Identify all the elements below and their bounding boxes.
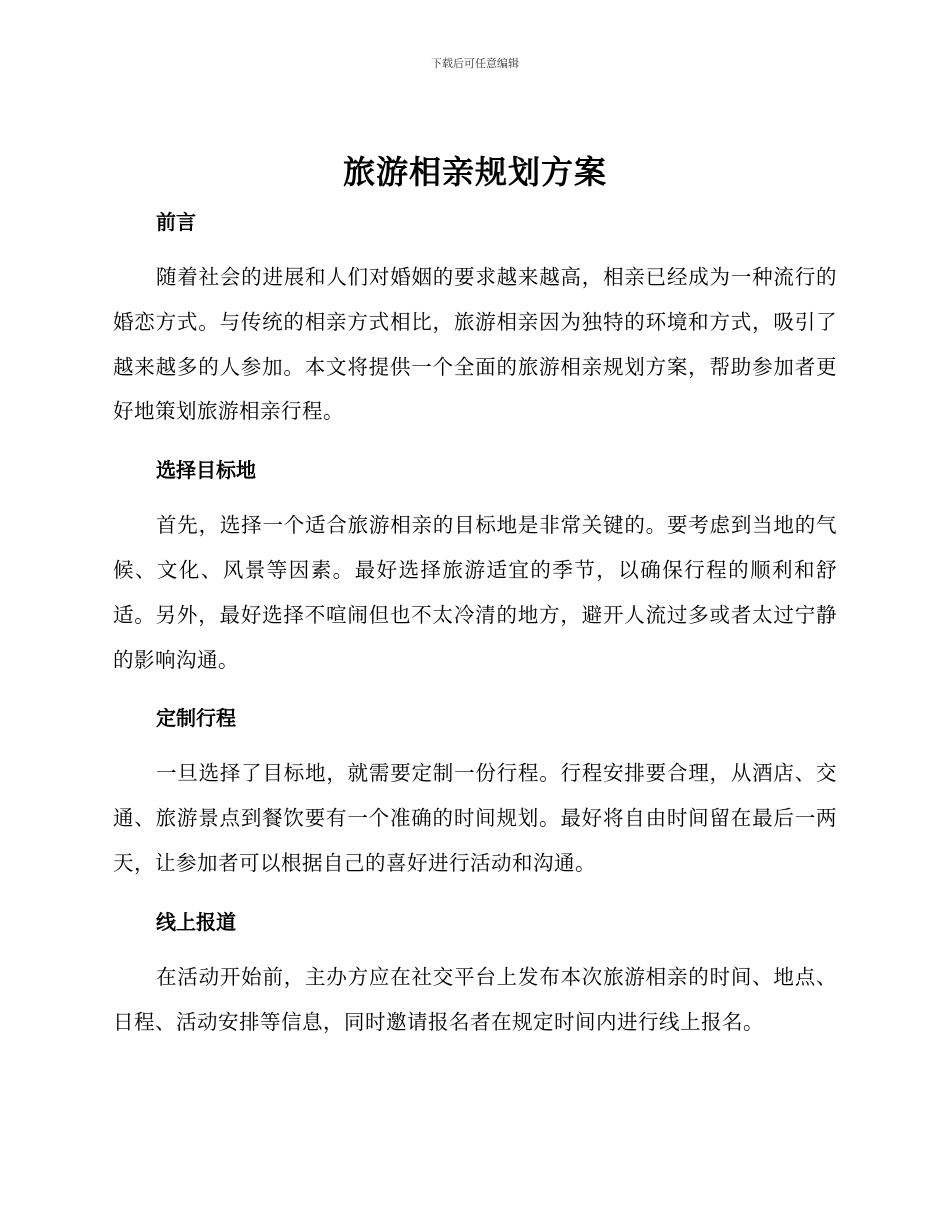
- section-paragraph: 首先，选择一个适合旅游相亲的目标地是非常关键的。要考虑到当地的气候、文化、风景等因素。最好选择旅游适宜的季节，以确保行程的顺利和舒适。另外，最好选择不喧闹但也不太冷清的地方，避开人流过多或者太过宁静的影响沟通。: [113, 513, 837, 672]
- section-paragraph: 随着社会的进展和人们对婚姻的要求越来越高，相亲已经成为一种流行的婚恋方式。与传统的相亲方式相比，旅游相亲因为独特的环境和方式，吸引了越来越多的人参加。本文将提供一个全面的旅游相亲规划方案，帮助参加者更好地策划旅游相亲行程。: [113, 265, 837, 424]
- document-title: 旅游相亲规划方案: [342, 153, 607, 191]
- section-heading: 前言: [156, 210, 196, 234]
- section-online-report: [113, 903, 837, 1045]
- section-paragraph: 一旦选择了目标地，就需要定制一份行程。行程安排要合理，从酒店、交通、旅游景点到餐饮要有一个准确的时间规划。最好将自由时间留在最后一两天，让参加者可以根据自己的喜好进行活动和沟通。: [113, 761, 837, 875]
- section-heading: 线上报道: [156, 909, 236, 934]
- section-paragraph: 在活动开始前，主办方应在社交平台上发布本次旅游相亲的时间、地点、日程、活动安排等信息，同时邀请报名者在规定时间内进行线上报名。: [113, 964, 837, 1034]
- document-body: [113, 203, 837, 1061]
- section-choose-destination: [113, 451, 837, 682]
- header-note: 下载后可任意编辑: [431, 57, 519, 70]
- section-preface: [113, 203, 837, 434]
- section-custom-itinerary: [113, 699, 837, 885]
- section-heading: 选择目标地: [156, 458, 256, 483]
- section-heading: 定制行程: [156, 706, 236, 731]
